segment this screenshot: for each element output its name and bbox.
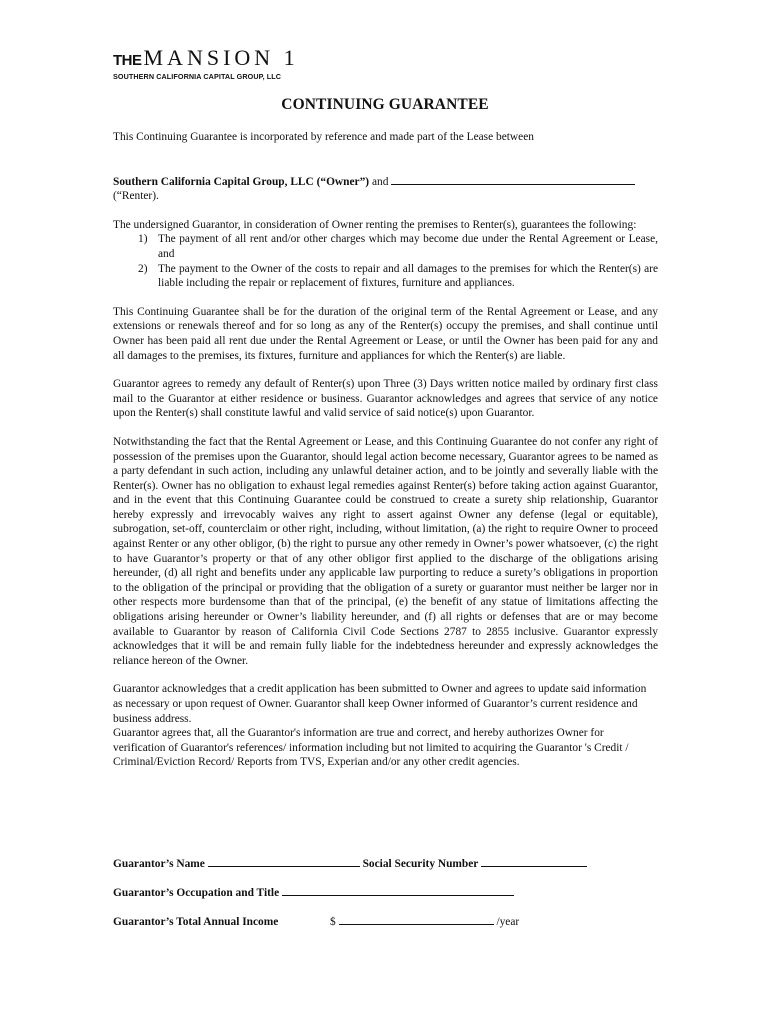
income-row [113, 913, 519, 928]
undertaking-section [113, 218, 658, 291]
credit-application-paragraph: Guarantor acknowledges that a credit application has been submitted to Owner and agrees to update said information as necessary or upon request of Owner. Guarantor shall keep Owner informed of Guarantor’s current residence and business address. [113, 683, 647, 725]
name-ssn-row [113, 855, 587, 870]
annual-income-field[interactable] [339, 913, 494, 925]
list-item [113, 232, 658, 261]
list-item-text: The payment to the Owner of the costs to repair and all damages to the premises for which the Renter(s) are liable including the repair or replacement of fixtures, furniture and appliances. [158, 262, 658, 290]
logo-subtitle: SOUTHERN CALIFORNIA CAPITAL GROUP, LLC [113, 72, 282, 81]
company-logo [113, 47, 299, 81]
income-label: Guarantor’s Total Annual Income [113, 916, 279, 928]
logo-name: MANSION 1 [143, 45, 299, 70]
verification-paragraph: Guarantor agrees that, all the Guarantor's information are true and correct, and hereby authorizes Owner for verification of Guarantor's references/ information including but not limited to acquiring the Guarantor 's Credit / Criminal/Eviction Record/ Reports from TVS, Experian and/or any other credit agencies. [113, 727, 629, 769]
guarantor-name-field[interactable] [208, 855, 360, 867]
ssn-label: Social Security Number [362, 858, 479, 870]
duration-paragraph: This Continuing Guarantee shall be for the duration of the original term of the Rental Agreement or Lease, and any extensions or renewals thereof and for so long as any of the Renter(s) occupy the premises, and shall continue until Owner has been paid all rent due under the Rental Agreement or Lease, or until the Owner has been paid for any and all damages to the premises, its fixtures, furniture and appliances for which the Renter(s) are liable. [113, 305, 658, 362]
renter-name-field[interactable] [391, 173, 635, 185]
ssn-field[interactable] [481, 855, 587, 867]
renter-label: (“Renter). [113, 190, 159, 203]
per-year-label: /year [496, 916, 520, 928]
parties-paragraph [113, 173, 658, 204]
guarantor-name-label: Guarantor’s Name [113, 858, 205, 870]
undertaking-lead: The undersigned Guarantor, in consideration of Owner renting the premises to Renter(s), guarantees the following: [113, 218, 637, 231]
document-title: CONTINUING GUARANTEE [281, 96, 489, 113]
list-item-number: 2) [138, 262, 148, 275]
default-paragraph: Guarantor agrees to remedy any default of Renter(s) upon Three (3) Days written notice mailed by ordinary first class mail to the Guarantor at either residence or business. Guarantor acknowledges and agrees that service of any notice upon the Renter(s) shall constitute lawful and valid service of said notice(s) upon Guarantor. [113, 378, 658, 420]
owner-name: Southern California Capital Group, LLC (“Owner”) [113, 175, 370, 188]
intro-paragraph: This Continuing Guarantee is incorporated by reference and made part of the Lease between [113, 131, 534, 143]
currency-symbol: $ [330, 916, 336, 928]
occupation-row [113, 884, 514, 899]
list-item-number: 1) [138, 233, 148, 246]
list-item [113, 262, 658, 291]
list-item-text: The payment of all rent and/or other charges which may become due under the Rental Agreement or Lease, and [158, 233, 658, 260]
notwithstanding-paragraph: Notwithstanding the fact that the Rental Agreement or Lease, and this Continuing Guarantee do not confer any right of possession of the premises upon the Guarantor, should legal action become necessary, Guarantor agrees to be named as a party defendant in such action, including any unlawful detainer action, and to be jointly and severally liable with the Renter(s). Owner has no obligation to exhaust legal remedies against Renter(s) before taking action against Guarantor, and in the event that this Continuing Guarantee could be construed to create a surety ship relationship, Guarantor hereby expressly and irrevocably waives any right to assert against Owner any defense (legal or equitable), subrogation, set-off, counterclaim or other right, including, without limitation, (a) the right to require Owner to proceed against Renter or any other obligor, (b) the right to pursue any other remedy in Owner’s power whatsoever, (c) the right to have Guarantor’s property or that of any other obligor first applied to the discharge of the obligations arising hereunder, (d) all right and benefits under any applicable law purporting to reduce a surety’s obligations in proportion to the obligation of the principal or providing that the obligation of a surety or guarantor must neither be larger nor in other respects more burdensome than that of the principal, (e) the benefit of any statue of limitations affecting the obligations arising hereunder or Owner’s liability hereunder, and (f) all rights or defenses that are or may become available to Guarantor by reason of California Civil Code Sections 2787 to 2855 inclusive. Guarantor expressly acknowledges that it will be and remain fully liable for the indebtedness hereunder and expressly acknowledges the reliance hereon of the Owner. [113, 435, 658, 667]
document-body [113, 130, 658, 770]
logo-the: THE [113, 52, 142, 69]
occupation-field[interactable] [282, 884, 514, 896]
occupation-label: Guarantor’s Occupation and Title [113, 887, 280, 899]
undertaking-list [113, 232, 658, 290]
and-word: and [371, 175, 389, 188]
